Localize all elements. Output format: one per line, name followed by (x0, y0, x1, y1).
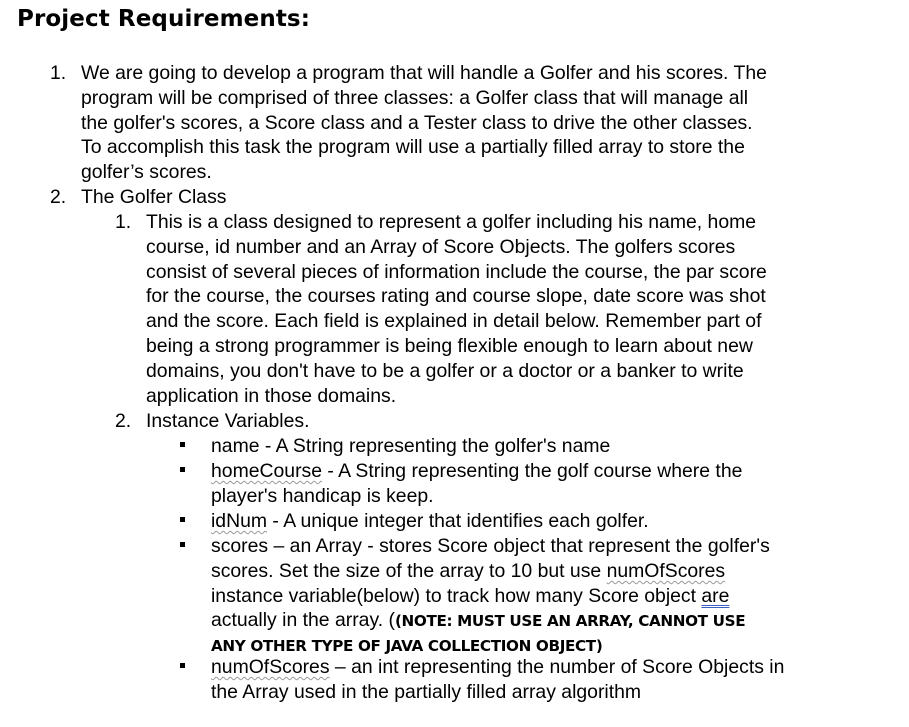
description-line: for the course, the courses rating and course slope, date score was shot (146, 285, 766, 308)
item-1-line: golfer’s scores. (81, 161, 212, 184)
variable-numofscores-reference: numOfScores (606, 559, 726, 582)
variable-homecourse-text-continued: player's handicap is keep. (211, 484, 434, 507)
description-line: consist of several pieces of information include the course, the par score (146, 260, 767, 283)
variable-scores-line: scores – an Array - stores Score object that represent the golfer's (211, 535, 770, 557)
description-line: course, id number and an Array of Score Objects. The golfers scores (146, 235, 736, 258)
golfer-class-heading: The Golfer Class (81, 186, 227, 208)
list-number-1: 1. (50, 62, 67, 84)
grammar-flagged-word: are (701, 584, 730, 607)
variable-scores-line: instance variable(below) to track how many Score object (211, 584, 702, 607)
variable-idnum-text: - A unique integer that identifies each golfer. (267, 510, 649, 532)
page-title: Project Requirements: (17, 6, 311, 32)
bullet-icon (180, 467, 185, 472)
bullet-name (211, 434, 610, 459)
bullet-num-of-scores (211, 655, 784, 705)
golfer-class-description (146, 210, 767, 408)
instance-variables-heading: Instance Variables. (146, 410, 310, 432)
variable-scores-line: actually in the array. ( (211, 609, 395, 632)
item-1-paragraph (81, 61, 767, 185)
bullet-icon (180, 542, 185, 547)
item-1-line: We are going to develop a program that will handle a Golfer and his scores. The (81, 62, 767, 84)
item-1-line: program will be comprised of three classes: a Golfer class that will manage all (81, 86, 749, 109)
description-line: being a strong programmer is being flexible enough to learn about new (146, 334, 753, 357)
variable-name-text: - A String representing the golfer's name (259, 435, 611, 457)
variable-name-term: name (211, 435, 260, 457)
bullet-icon (180, 517, 185, 522)
description-line: and the score. Each field is explained in detail below. Remember part of (146, 310, 762, 333)
item-1-line: the golfer's scores, a Score class and a Tester class to drive the other classes. (81, 111, 753, 134)
bullet-id-num (211, 509, 649, 534)
bullet-icon (180, 442, 185, 447)
sublist-number-2: 2. (115, 410, 132, 432)
variable-numofscores-term: numOfScores (211, 656, 330, 678)
list-number-2: 2. (50, 186, 67, 208)
sublist-number-1: 1. (115, 211, 132, 233)
bullet-icon (180, 663, 185, 668)
variable-scores-line: scores. Set the size of the array to 10 but use (211, 559, 607, 582)
variable-homecourse-term: homeCourse (211, 460, 323, 482)
bullet-home-course (211, 459, 742, 509)
variable-numofscores-text: – an int representing the number of Score Objects in (329, 656, 785, 678)
note-text: (NOTE: MUST USE AN ARRAY, CANNOT USE (394, 612, 746, 631)
note-text: ANY OTHER TYPE OF JAVA COLLECTION OBJECT) (211, 637, 603, 656)
item-1-line: To accomplish this task the program will use a partially filled array to store the (81, 136, 745, 159)
variable-homecourse-text: - A String representing the golf course where the (322, 460, 743, 482)
description-line: domains, you don't have to be a golfer or a doctor or a banker to write (146, 359, 744, 382)
description-line: application in those domains. (146, 384, 397, 407)
bullet-scores (211, 534, 770, 657)
variable-numofscores-text-continued: the Array used in the partially filled array algorithm (211, 680, 642, 703)
variable-idnum-term: idNum (211, 510, 268, 532)
description-line: This is a class designed to represent a golfer including his name, home (146, 211, 757, 233)
